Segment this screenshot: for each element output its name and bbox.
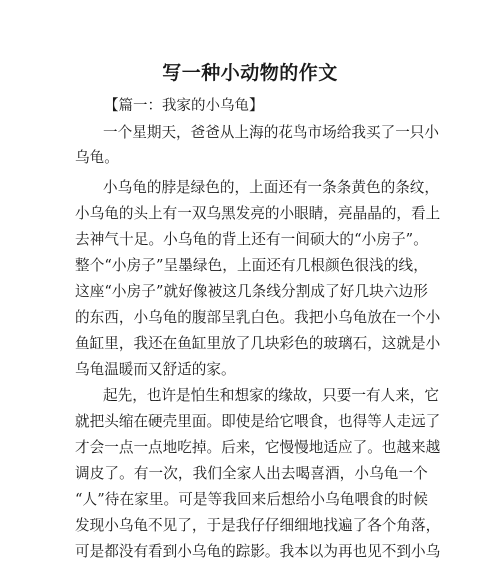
text-line: 整 个 “ 小 房 子 ” 呈 墨 绿 色 ， 上 面 还 有 几 根 颜 色 很 浅 的 线 ， — [75, 257, 428, 274]
text-line: 可 是 都 没 有 看 到 小 乌 龟 的 踪 影 。 我 本 以 为 再 也 见 不 到 小 乌 — [75, 543, 441, 560]
text-line: 才 会 一 点 一 点 地 吃 掉 。 后 来 ， 它 慢 慢 地 适 应 了 。 也 越 来 越 — [75, 439, 441, 456]
text-line: 一 个 星 期 天 ， 爸 爸 从 上 海 的 花 鸟 市 场 给 我 买 了 一 只 小 — [103, 124, 440, 141]
text-line: 小 乌 龟 的 头 上 有 一 双 乌 黑 发 亮 的 小 眼 睛 ， 亮 晶 晶 的 ， 看 上 — [75, 205, 441, 222]
text-line: 这 座 “ 小 房 子 ” 就 好 像 被 这 几 条 线 分 割 成 了 好 几 块 六 边 形 — [75, 283, 428, 300]
text-line: “ 人 ” 待 在 家 里 。 可 是 等 我 回 来 后 想 给 小 乌 龟 喂 食 的 时 候 — [75, 491, 428, 508]
text-line: 乌龟。 — [75, 149, 119, 166]
text-line: 起 先 ， 也 许 是 怕 生 和 想 家 的 缘 故 ， 只 要 一 有 人 来 ， 它 — [103, 387, 440, 404]
document-title: 写一种小动物的作文 — [162, 62, 338, 84]
text-line: 鱼 缸 里 ， 我 还 在 鱼 缸 里 放 了 几 块 彩 色 的 玻 璃 石 ， 这 就 是 小 — [75, 335, 441, 352]
section-heading: 【篇一：我家的小乌龟】 — [104, 98, 264, 114]
text-line: 乌龟温暖而又舒适的家。 — [75, 361, 236, 378]
text-line: 调 皮 了 。 有 一 次 ， 我 们 全 家 人 出 去 喝 喜 酒 ， 小 乌 龟 一 个 — [75, 465, 428, 482]
text-line: 的 东 西 ， 小 乌 龟 的 腹 部 呈 乳 白 色 。 我 把 小 乌 龟 放 在 一 个 小 — [75, 309, 441, 326]
text-line: 就 把 头 缩 在 硬 壳 里 面 。 即 使 是 给 它 喂 食 ， 也 得 等 人 走 远 了 — [75, 413, 441, 430]
text-line: 去 神 气 十 足 。 小 乌 龟 的 背 上 还 有 一 间 硕 大 的 “ 小 房 子 ” 。 — [75, 231, 428, 248]
text-line: 发 现 小 乌 龟 不 见 了 ， 于 是 我 仔 仔 细 细 地 找 遍 了 各 个 角 落 ， — [75, 517, 441, 534]
text-line: 小 乌 龟 的 脖 是 绿 色 的 ， 上 面 还 有 一 条 条 黄 色 的 条 纹 ， — [103, 179, 440, 196]
